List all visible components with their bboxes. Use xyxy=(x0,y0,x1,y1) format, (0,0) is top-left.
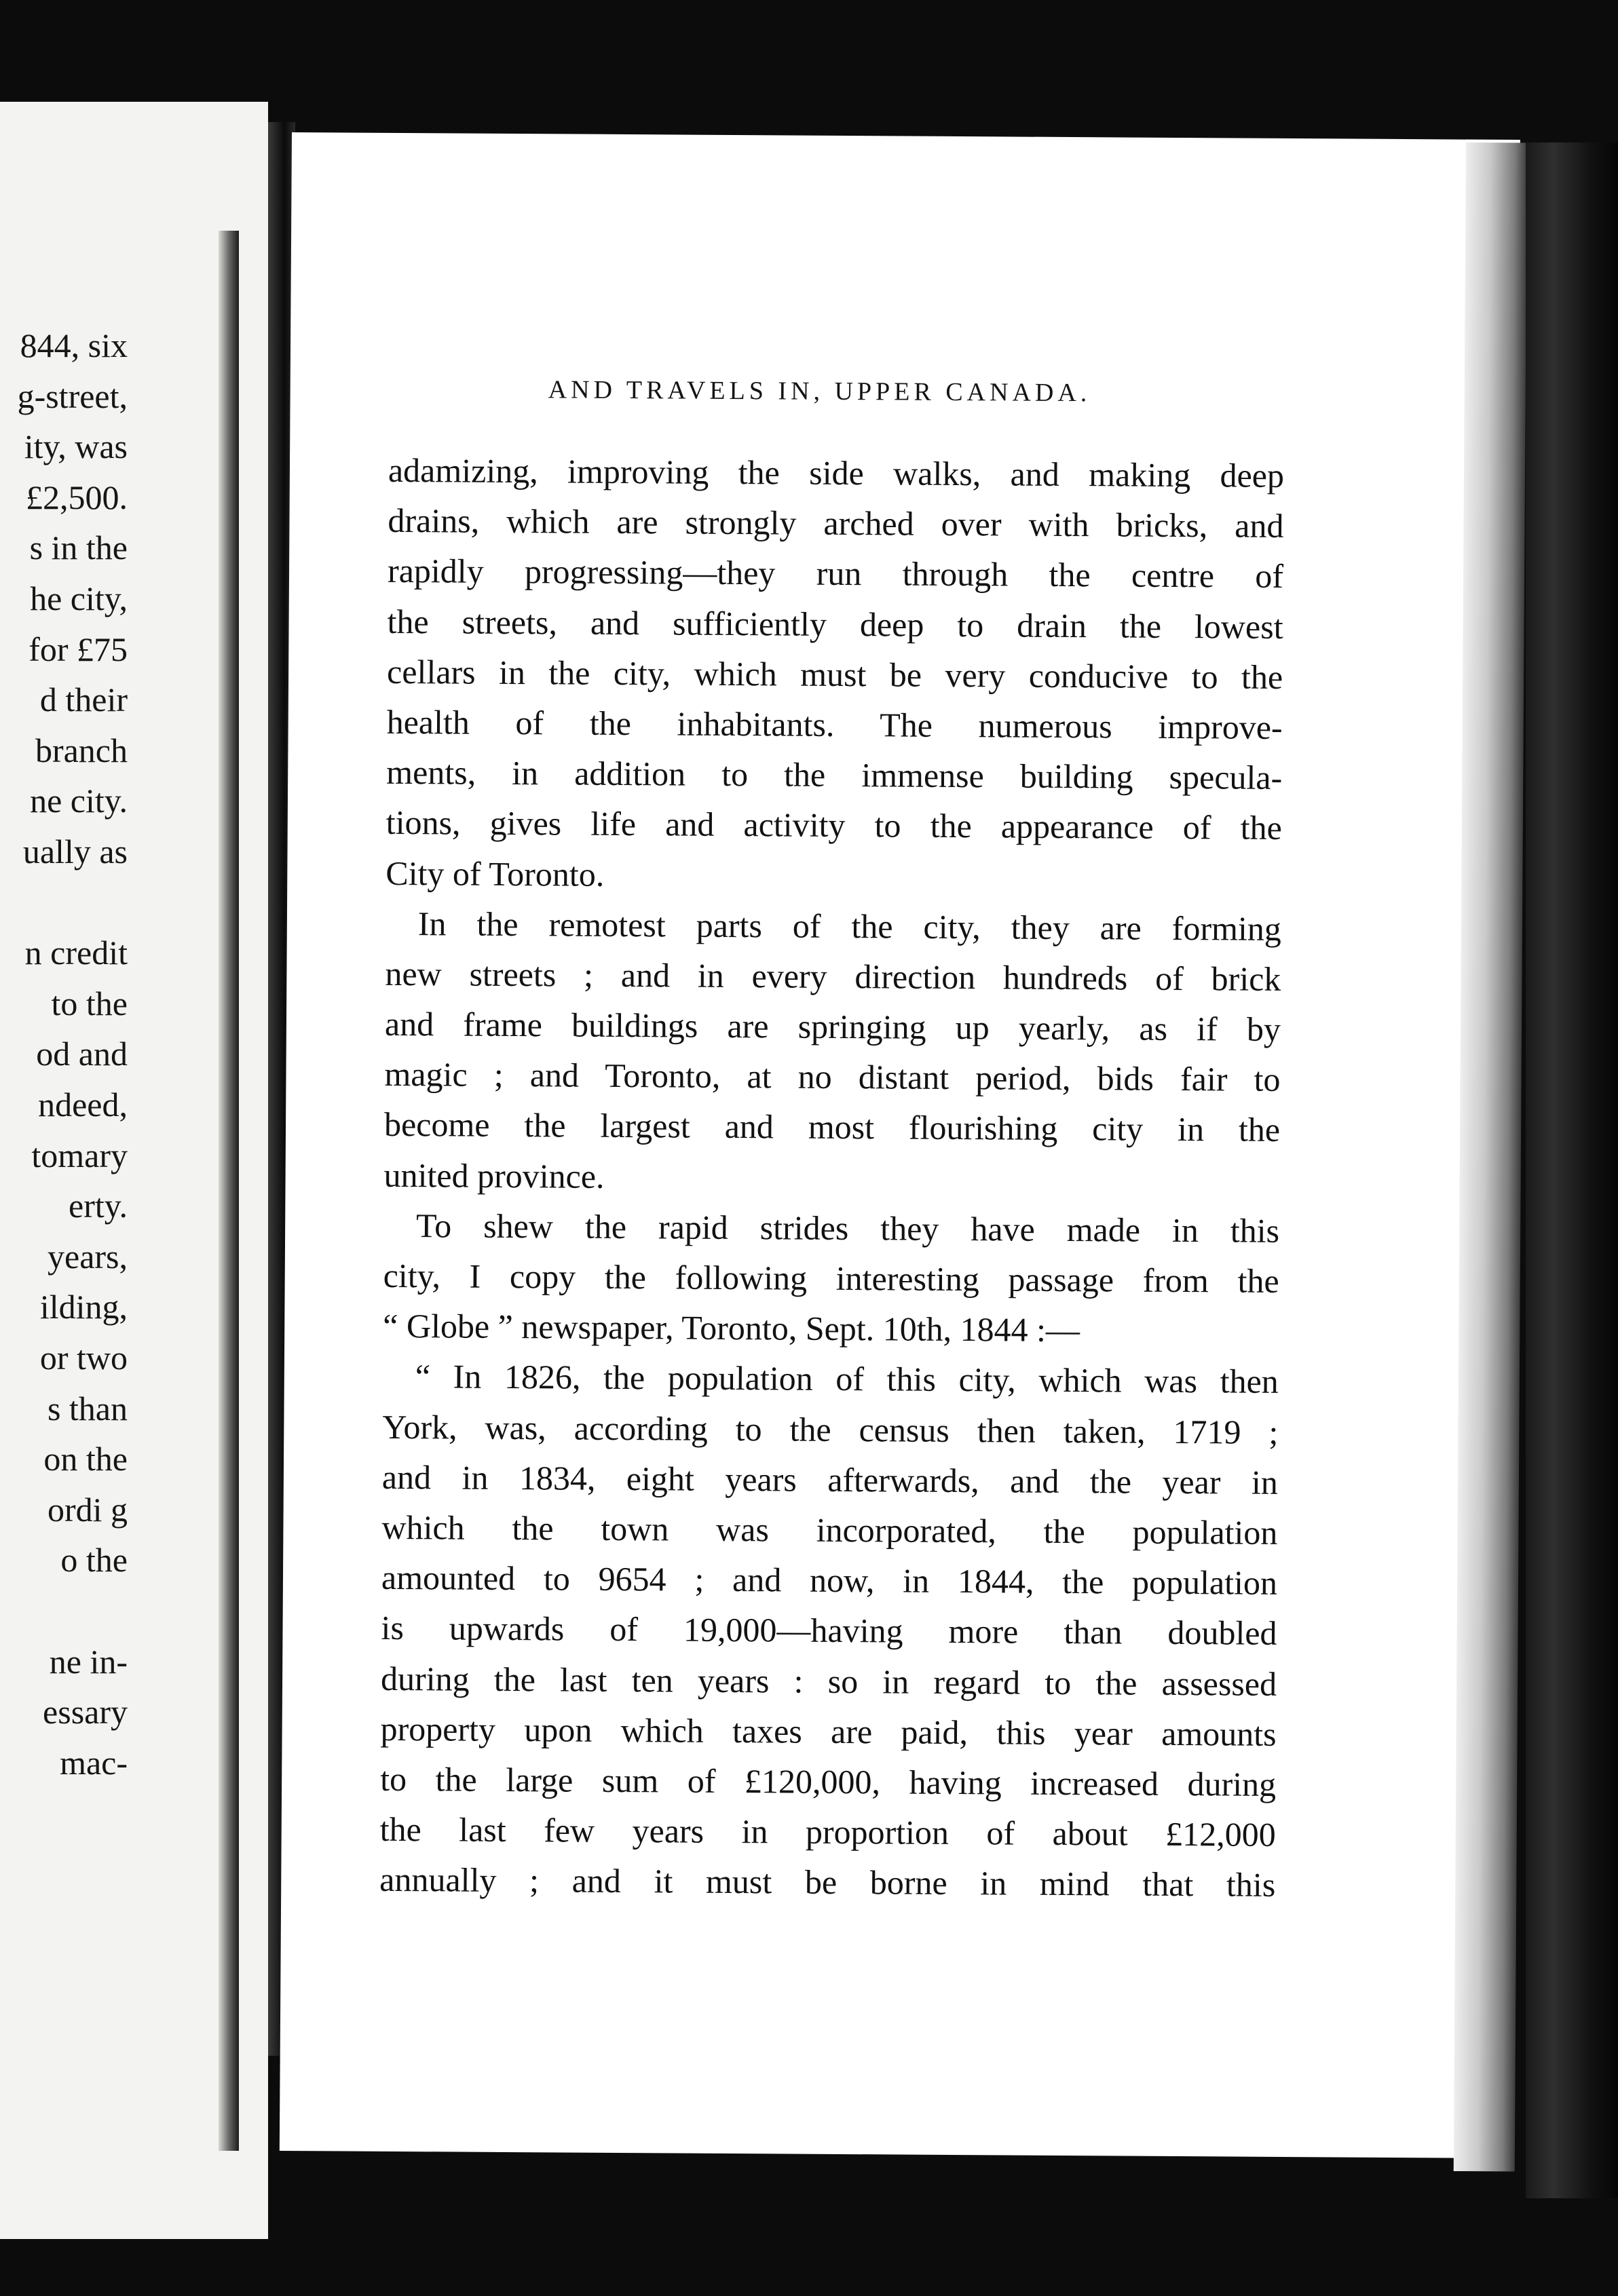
left-page-line: on the xyxy=(43,1440,128,1478)
text-line: “ In 1826, the population of this city, which was then xyxy=(415,1357,1279,1401)
text-line: which the town was incorporated, the population xyxy=(381,1508,1278,1552)
left-page-line: g-street, xyxy=(17,377,128,415)
text-line: and frame buildings are springing up yearly, as if by xyxy=(384,1004,1281,1048)
text-line: during the last ten years : so in regard to the assessed xyxy=(380,1659,1277,1703)
left-page-line: d their xyxy=(39,681,128,719)
text-line: city, I copy the following interesting passage from the xyxy=(383,1256,1279,1300)
text-line: To shew the rapid strides they have made in this xyxy=(415,1206,1280,1250)
left-page-line: £2,500. xyxy=(26,478,128,516)
left-page-line: ity, was xyxy=(24,427,128,466)
left-page-line: or two xyxy=(39,1339,128,1377)
text-line: cellars in the city, which must be very conducive to the xyxy=(386,652,1283,696)
left-page-line: mac- xyxy=(60,1743,128,1782)
left-page-line: he city, xyxy=(30,579,128,617)
left-page-line: o the xyxy=(60,1541,128,1580)
left-page-line: ordi g xyxy=(47,1490,128,1529)
text-line: magic ; and Toronto, at no distant period, bids fair to xyxy=(384,1055,1281,1099)
left-page-line: n credit xyxy=(24,934,128,972)
text-line: the streets, and sufficiently deep to drain the lowest xyxy=(387,602,1283,646)
text-line: adamizing, improving the side walks, and making deep xyxy=(388,451,1285,495)
text-line: City of Toronto. xyxy=(385,854,605,894)
left-page-gutter-shadow xyxy=(219,231,239,2151)
left-page-line: to the xyxy=(51,984,128,1022)
text-line: ments, in addition to the immense building specula- xyxy=(386,752,1283,797)
left-page-line: 844, six xyxy=(20,326,128,364)
text-line: amounted to 9654 ; and now, in 1844, the population xyxy=(381,1558,1278,1603)
body-text xyxy=(379,445,1284,1910)
left-page-line: essary xyxy=(43,1693,128,1731)
text-line: health of the inhabitants. The numerous improve- xyxy=(386,702,1283,746)
text-line: become the largest and most flourishing city in the xyxy=(383,1105,1281,1149)
right-page xyxy=(280,132,1520,2158)
text-line: In the remotest parts of the city, they are forming xyxy=(417,904,1282,948)
left-page-line: erty. xyxy=(69,1187,128,1225)
left-page-line: ilding, xyxy=(39,1288,128,1326)
left-page-line: for £75 xyxy=(29,630,128,668)
left-page-line: ndeed, xyxy=(38,1086,128,1124)
left-page-line: tomary xyxy=(31,1136,128,1174)
text-line: rapidly progressing—they run through the centre of xyxy=(387,552,1284,596)
text-line: the last few years in proportion of about £12,000 xyxy=(379,1810,1276,1854)
left-page-line: ne in- xyxy=(49,1642,128,1681)
left-page-line: ually as xyxy=(22,833,128,870)
text-line: to the large sum of £120,000, having increased during xyxy=(380,1759,1277,1803)
text-line: tions, gives life and activity to the appearance of the xyxy=(385,803,1282,847)
text-line: York, was, according to the census then taken, 1719 ; xyxy=(382,1407,1279,1451)
text-line: new streets ; and in every direction hundreds of brick xyxy=(385,954,1281,998)
left-page-line: s in the xyxy=(29,529,128,567)
left-page-line: branch xyxy=(35,731,128,769)
text-line: property upon which taxes are paid, this year amounts xyxy=(380,1709,1277,1753)
book-cover-edge xyxy=(1526,142,1618,2198)
left-page-line: s than xyxy=(47,1389,128,1428)
running-head xyxy=(548,375,1566,408)
text-line: “ Globe ” newspaper, Toronto, Sept. 10th, 1844 :— xyxy=(383,1307,1080,1350)
text-line: annually ; and it must be borne in mind that this xyxy=(379,1860,1276,1905)
left-page-line: od and xyxy=(36,1035,128,1073)
text-line: united province. xyxy=(383,1155,605,1195)
left-facing-page xyxy=(0,102,268,2239)
text-line: drains, which are strongly arched over with bricks, and xyxy=(388,501,1284,546)
text-line: and in 1834, eight years afterwards, and the year in xyxy=(381,1457,1279,1501)
left-page-line: ne city. xyxy=(30,782,128,820)
running-title: AND TRAVELS IN, UPPER CANADA. xyxy=(548,375,1091,408)
left-page-line: years, xyxy=(48,1237,128,1276)
page-edge-shadow xyxy=(1454,142,1527,2171)
text-line: is upwards of 19,000—having more than doubled xyxy=(381,1609,1277,1653)
